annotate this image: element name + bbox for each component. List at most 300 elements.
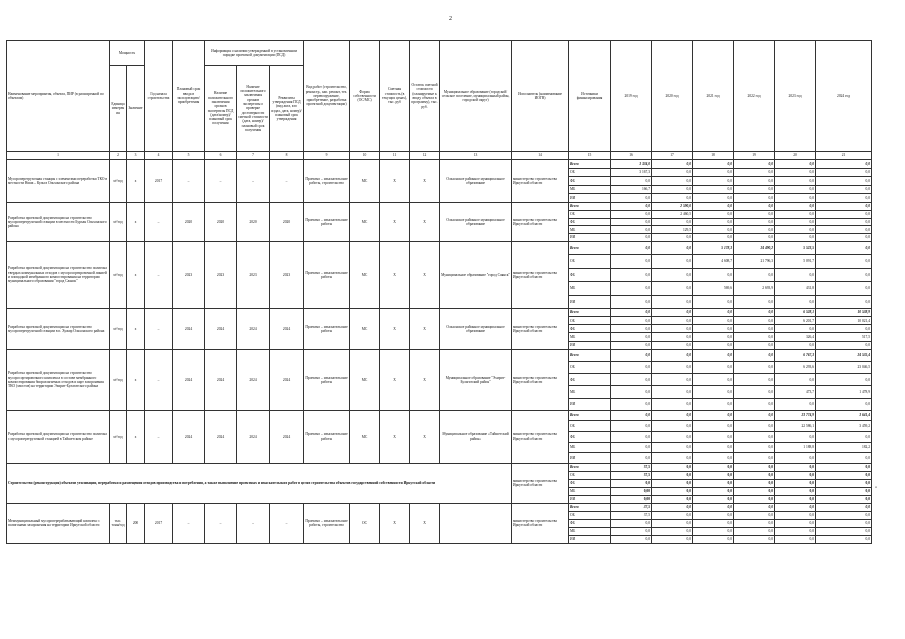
cell-c: 2024 [270,410,304,463]
column-number: 5 [173,152,205,160]
amount-cell: 0,0 [611,333,652,341]
amount-cell: 0,0 [611,442,652,453]
source-label: ОБ [569,255,611,268]
amount-cell: 0,0 [693,442,734,453]
table-row [7,241,872,254]
amount-cell: 0,0 [693,295,734,308]
column-number: 3 [127,152,145,160]
amount-cell: 0,0 [693,177,734,186]
amount-cell: 0,0 [693,202,734,210]
amount-cell: 0,0 [652,317,693,325]
source-label: ОБ [569,362,611,374]
amount-cell: 0,0 [775,194,816,203]
cell-plan: 2024 [173,349,205,410]
amount-cell: 1 478,9 [816,386,872,398]
cell-mo: Ольхонское районное муниципальное образование [440,308,512,349]
amount-cell: 0,0 [652,241,693,254]
amount-cell: 0,0 [611,177,652,186]
amount-cell: 5 523,5 [775,241,816,254]
amount-cell: 0,0 [693,495,734,503]
amount-cell: 0,0 [816,226,872,234]
amount-cell: 182,2 [816,442,872,453]
header-year-2019: 2019 год [611,41,652,152]
amount-cell: 0,0 [611,255,652,268]
amount-cell: 0,0 [693,194,734,203]
amount-cell: 0,0 [734,295,775,308]
source-label: ИИ [569,341,611,349]
source-label: ОБ [569,168,611,177]
cell-b: 2024 [237,308,270,349]
amount-cell: 3 641,4 [816,410,872,421]
source-label: ФБ [569,479,611,487]
amount-cell: 0,0 [611,453,652,464]
column-number: 10 [350,152,380,160]
amount-cell: 0,0 [734,317,775,325]
amount-cell: 0,0 [816,453,872,464]
amount-cell: 0,0 [693,349,734,361]
amount-cell: 0,0 [734,333,775,341]
amount-cell: 0,0 [734,194,775,203]
cell-mo: Ольхонское районное муниципальное образование [440,160,512,203]
amount-cell: 0,0 [652,410,693,421]
table-row [7,410,872,421]
amount-cell: 0,0 [734,453,775,464]
amount-cell: 24 490,2 [734,241,775,254]
header-unit: Единица измерения [110,66,127,152]
column-number: 20 [775,152,816,160]
amount-cell: 0,0 [611,349,652,361]
header-year-2024: 2024 год [816,41,872,152]
amount-cell: 0,0 [693,519,734,527]
cell-est: Х [380,202,410,241]
amount-cell: 0,0 [734,535,775,543]
cell-est: Х [380,308,410,349]
executor-cell: министерство строительства Иркутской области [512,308,569,349]
amount-cell: 0,0 [693,503,734,511]
object-name: Разработка проектной документации на строительство мусороперегрузочной станции в п. Хужир Ольхонского района [7,308,110,349]
cell-c: 2020 [270,202,304,241]
cell-rem: Х [410,308,440,349]
cell-plan: – [173,503,205,543]
amount-cell: 0,0 [734,226,775,234]
amount-cell: 0,0 [775,463,816,471]
amount-cell: 0,0 [816,463,872,471]
amount-cell: 0,0 [816,341,872,349]
amount-cell: 0,0 [816,177,872,186]
amount-cell: 0,0 [775,177,816,186]
cell-a: 2024 [205,349,237,410]
cell-a: 2020 [205,202,237,241]
column-number: 15 [569,152,611,160]
cell-value: х [127,349,145,410]
amount-cell: 0,0 [652,487,693,495]
cell-value: х [127,241,145,308]
amount-cell: 0,0 [611,226,652,234]
amount-cell: 0,0 [775,325,816,333]
object-name: Межмуниципальный мусороперерабатывающий комплекс с полигонами захоронения на территории Иркутской области [7,503,110,543]
amount-cell: 0,0 [734,527,775,535]
executor-cell: министерство строительства Иркутской области [512,202,569,241]
source-label: Всего [569,241,611,254]
cell-own: МС [350,241,380,308]
cell-own: МС [350,202,380,241]
amount-cell: 3 167,3 [611,168,652,177]
amount-cell: 5 091,7 [775,255,816,268]
cell-unit: м³/год [110,202,127,241]
amount-cell: 0,0 [611,317,652,325]
amount-cell: 0,0 [693,234,734,242]
amount-cell: 0,0 [734,410,775,421]
source-label: МБ [569,527,611,535]
amount-cell: 0,0 [693,463,734,471]
amount-cell: 0,0 [693,268,734,281]
column-number: 21 [816,152,872,160]
amount-cell: 0,0 [775,495,816,503]
amount-cell: 0,0 [734,479,775,487]
amount-cell: 166,7 [611,185,652,194]
amount-cell: 0,0 [652,234,693,242]
amount-cell: 0,0 [816,479,872,487]
cell-work: Проектно – изыскательские работы, строительство [304,160,350,203]
amount-cell: 0,0 [611,325,652,333]
amount-cell: 0,0 [816,194,872,203]
amount-cell: 0,0 [816,202,872,210]
source-label: ФБ [569,218,611,226]
cell-rem: Х [410,410,440,463]
source-label: МБ [569,226,611,234]
source-label: МБ [569,185,611,194]
amount-cell: 0,0 [816,487,872,495]
amount-cell: 0,0 [693,374,734,386]
source-label: ФБ [569,268,611,281]
executor-cell: министерство строительства Иркутской области [512,160,569,203]
header-power: Мощность [110,41,145,66]
source-label: ИИ [569,535,611,543]
amount-cell: 0,0 [611,268,652,281]
cell-mo: Ольхонское районное муниципальное образование [440,202,512,241]
amount-cell: 0,0 [734,487,775,495]
amount-cell: 0,0 [652,168,693,177]
amount-cell: 0,0 [775,453,816,464]
amount-cell: 0,0 [734,234,775,242]
amount-cell: 0,0 [652,218,693,226]
header-remaining: Остаток сметной стоимости (планируемые к вводу объекта в программу), тыс. руб. [410,41,440,152]
cell-rem: Х [410,503,440,543]
source-label: ФБ [569,177,611,186]
cell-a: 2024 [205,308,237,349]
amount-cell: 0,0 [693,362,734,374]
table-row [7,308,872,316]
header-plan-year: Плановый срок ввода в эксплуатацию/приобретения [173,41,205,152]
table-body [7,160,872,544]
cell-b: – [237,503,270,543]
amount-cell: 0,0 [652,398,693,410]
column-number: 13 [440,152,512,160]
executor-cell: министерство строительства Иркутской области [512,241,569,308]
amount-cell: 0,0 [693,398,734,410]
source-label: ИИ [569,453,611,464]
cell-plan: 2023 [173,241,205,308]
amount-cell: 0,0 [611,410,652,421]
amount-cell: 6 528,1 [775,308,816,316]
amount-cell: 0,0 [775,431,816,442]
cell-work: Проектно – изыскательские работы [304,349,350,410]
amount-cell: 0,0 [693,431,734,442]
cell-start: – [145,349,173,410]
cell-unit: м³/год [110,241,127,308]
amount-cell: 37,5 [611,503,652,511]
stray-mark: » [875,484,877,489]
amount-cell: 0,0 [816,210,872,218]
amount-cell: 10 538,9 [816,308,872,316]
cell-plan: 2020 [173,202,205,241]
amount-cell: 0,0 [693,168,734,177]
cell-own: МС [350,349,380,410]
amount-cell: 0,0 [652,442,693,453]
header-sources: Источники финансирования [569,41,611,152]
source-label: Всего [569,463,611,471]
amount-cell: 0,0 [652,341,693,349]
cell-start: – [145,308,173,349]
investment-table-wrapper [6,40,871,544]
amount-cell: 0,0 [816,325,872,333]
cell-value: х [127,308,145,349]
cell-c: 2024 [270,349,304,410]
amount-cell: 0,0 [734,374,775,386]
amount-cell: 0,0 [652,527,693,535]
amount-cell: 0,0 [775,471,816,479]
amount-cell: 22 586,1 [775,421,816,432]
column-number-row [7,152,872,160]
amount-cell: 0,0 [693,471,734,479]
table-row [7,349,872,361]
source-label: ФБ [569,325,611,333]
amount-cell: 5 178,3 [693,241,734,254]
amount-cell: 0,0 [611,282,652,295]
amount-cell: 0,0 [693,185,734,194]
column-number: 11 [380,152,410,160]
amount-cell: 2 590,0 [652,202,693,210]
amount-cell: 0,0 [734,431,775,442]
amount-cell: 0,0 [816,268,872,281]
executor-cell: министерство строительства Иркутской области [512,503,569,543]
amount-cell: 0,0 [816,282,872,295]
amount-cell: 21 796,3 [734,255,775,268]
amount-cell: 0,0 [734,511,775,519]
cell-value: х [127,410,145,463]
amount-cell: 0,0 [652,333,693,341]
cell-unit: м³/год [110,308,127,349]
amount-cell: 10 021,4 [816,317,872,325]
source-label: Всего [569,410,611,421]
amount-cell: 0,0 [775,341,816,349]
amount-cell: 326,4 [775,333,816,341]
cell-plan: 2024 [173,410,205,463]
amount-cell: 0,0 [775,234,816,242]
column-number: 6 [205,152,237,160]
amount-cell: 0,0 [775,168,816,177]
amount-cell: 0,0 [734,503,775,511]
executor-cell: министерство строительства Иркутской области [512,463,569,503]
column-number: 16 [611,152,652,160]
amount-cell: 0,0 [816,495,872,503]
amount-cell: 0,0 [652,386,693,398]
amount-cell: 0,0 [775,218,816,226]
header-municipality: Муниципальное образование (городской/сельское поселение, муниципальный район, городской округ) [440,41,512,152]
amount-cell: 0,0 [816,398,872,410]
amount-cell: 0,0 [693,325,734,333]
column-number: 17 [652,152,693,160]
amount-cell: 431,8 [775,282,816,295]
cell-unit: тыс. тонн/год [110,503,127,543]
object-name: Разработка проектной документации на строительство мусоросортировочного комплекса в составе мембранного компостирования биоразлагаемых отходов и карт захоронения ТКО (хвостов) на территории Эхирит-Булагатского района [7,349,110,410]
table-row [7,160,872,169]
amount-cell: 0,0 [734,421,775,432]
amount-cell: 0,0 [693,421,734,432]
amount-cell: 0,0 [693,308,734,316]
cell-start: 2017 [145,503,173,543]
source-label: ОБ [569,511,611,519]
cell-work: Проектно – изыскательские работы [304,308,350,349]
column-number: 4 [145,152,173,160]
cell-c: – [270,160,304,203]
cell-plan: – [173,160,205,203]
cell-start: 2017 [145,160,173,203]
section-title: Строительство (реконструкция) объектов утилизации, переработки и размещения отходов производства и потребления, а также выполнение проектных и изыскательских работ в целях строительства объектов государственной собственности Иркутской области [7,463,512,503]
cell-mo: Муниципальное образование "Эхирит-Булагатский район" [440,349,512,410]
cell-est: Х [380,410,410,463]
amount-cell: 0,0 [693,487,734,495]
cell-rem: Х [410,349,440,410]
amount-cell: 0,0 [816,218,872,226]
amount-cell: 0,0 [775,268,816,281]
object-name: Разработка проектной документации на строительство полигона твердых коммунальных отходов с мусоросортировочной линией и площадкой мембранного компостирования на территории муниципального образования "город Саянск" [7,241,110,308]
header-executor: Исполнитель (наименование ИОГВ) [512,41,569,152]
amount-cell: 0,0 [693,535,734,543]
source-label: ОБ [569,210,611,218]
column-number: 1 [7,152,110,160]
amount-cell: 0,0 [775,226,816,234]
amount-cell: 0,0 [652,255,693,268]
cell-work: Проектно – изыскательские работы [304,202,350,241]
object-name: Разработка проектной документации на строительство мусороперегрузочной станции в местности Бурхан Ольхонского района [7,202,110,241]
cell-own: ОС [350,503,380,543]
cell-unit: м³/год [110,410,127,463]
header-ownership: Форма собственности (ОС/МС) [350,41,380,152]
cell-c: 2023 [270,241,304,308]
header-year-2022: 2022 год [734,41,775,152]
amount-cell: 0,0 [652,511,693,519]
amount-cell: 0,0 [775,527,816,535]
amount-cell: 0,0 [775,202,816,210]
cell-c: – [270,503,304,543]
cell-value: х [127,160,145,203]
executor-cell: министерство строительства Иркутской области [512,410,569,463]
amount-cell: 0,0 [775,487,816,495]
amount-cell: 0,0 [693,386,734,398]
amount-cell: 0,0 [611,479,652,487]
source-label: МБ [569,282,611,295]
amount-cell: 0,0 [775,160,816,169]
source-label: ФБ [569,431,611,442]
amount-cell: 0,0 [652,282,693,295]
cell-work: Проектно – изыскательские работы [304,241,350,308]
header-start-year: Год начала строительства [145,41,173,152]
amount-cell: 0,0 [611,241,652,254]
cell-value: 200 [127,503,145,543]
amount-cell: 0,0 [693,160,734,169]
amount-cell: 0,0 [652,503,693,511]
amount-cell: 0,0 [611,535,652,543]
header-name: Наименование мероприятия, объекта, ПИР (в расширенной по объектам) [7,41,110,152]
header-work-type: Вид работ (строительство, реконстр., кап. ремонт, тех. перевооружение, приобретение, разработка проектной документации) [304,41,350,152]
amount-cell: 0,0 [652,374,693,386]
amount-cell: 0,00 [611,495,652,503]
amount-cell: 0,0 [611,210,652,218]
amount-cell: 0,0 [652,295,693,308]
cell-own: МС [350,410,380,463]
amount-cell: 0,0 [652,431,693,442]
header-psd-info: Информация о наличии утвержденной в установленном порядке проектной документации (ПСД) [205,41,304,66]
cell-a: 2024 [205,410,237,463]
cell-b: 2023 [237,241,270,308]
cell-b: 2024 [237,410,270,463]
source-label: Всего [569,160,611,169]
cell-c: 2024 [270,308,304,349]
amount-cell: 0,0 [611,421,652,432]
amount-cell: 0,0 [734,308,775,316]
cell-unit: м³/год [110,160,127,203]
source-label: ОБ [569,421,611,432]
cell-plan: 2024 [173,308,205,349]
amount-cell: 0,0 [611,308,652,316]
amount-cell: 0,0 [734,519,775,527]
amount-cell: 0,0 [775,210,816,218]
amount-cell: 1 188,8 [775,442,816,453]
amount-cell: 0,0 [775,503,816,511]
amount-cell: 0,0 [693,479,734,487]
amount-cell: 517,5 [816,333,872,341]
amount-cell: 0,0 [816,471,872,479]
amount-cell: 0,0 [734,362,775,374]
source-label: Всего [569,349,611,361]
amount-cell: 0,0 [611,374,652,386]
header-year-2021: 2021 год [693,41,734,152]
amount-cell: 569,6 [693,282,734,295]
amount-cell: 37,5 [611,511,652,519]
amount-cell: 0,0 [652,308,693,316]
source-label: МБ [569,442,611,453]
amount-cell: 0,0 [775,185,816,194]
amount-cell: 0,0 [652,421,693,432]
amount-cell: 0,00 [611,487,652,495]
amount-cell: 0,0 [693,527,734,535]
header-year-2020: 2020 год [652,41,693,152]
amount-cell: 0,0 [693,341,734,349]
amount-cell: 0,0 [693,210,734,218]
column-number: 2 [110,152,127,160]
amount-cell: 4 608,7 [693,255,734,268]
amount-cell: 0,0 [611,519,652,527]
amount-cell: 0,0 [611,194,652,203]
source-label: ИИ [569,194,611,203]
cell-unit: м³/год [110,349,127,410]
page-number: 2 [449,16,452,22]
amount-cell: 0,0 [734,218,775,226]
cell-own: МС [350,160,380,203]
amount-cell: 37,5 [611,463,652,471]
amount-cell: 0,0 [652,479,693,487]
